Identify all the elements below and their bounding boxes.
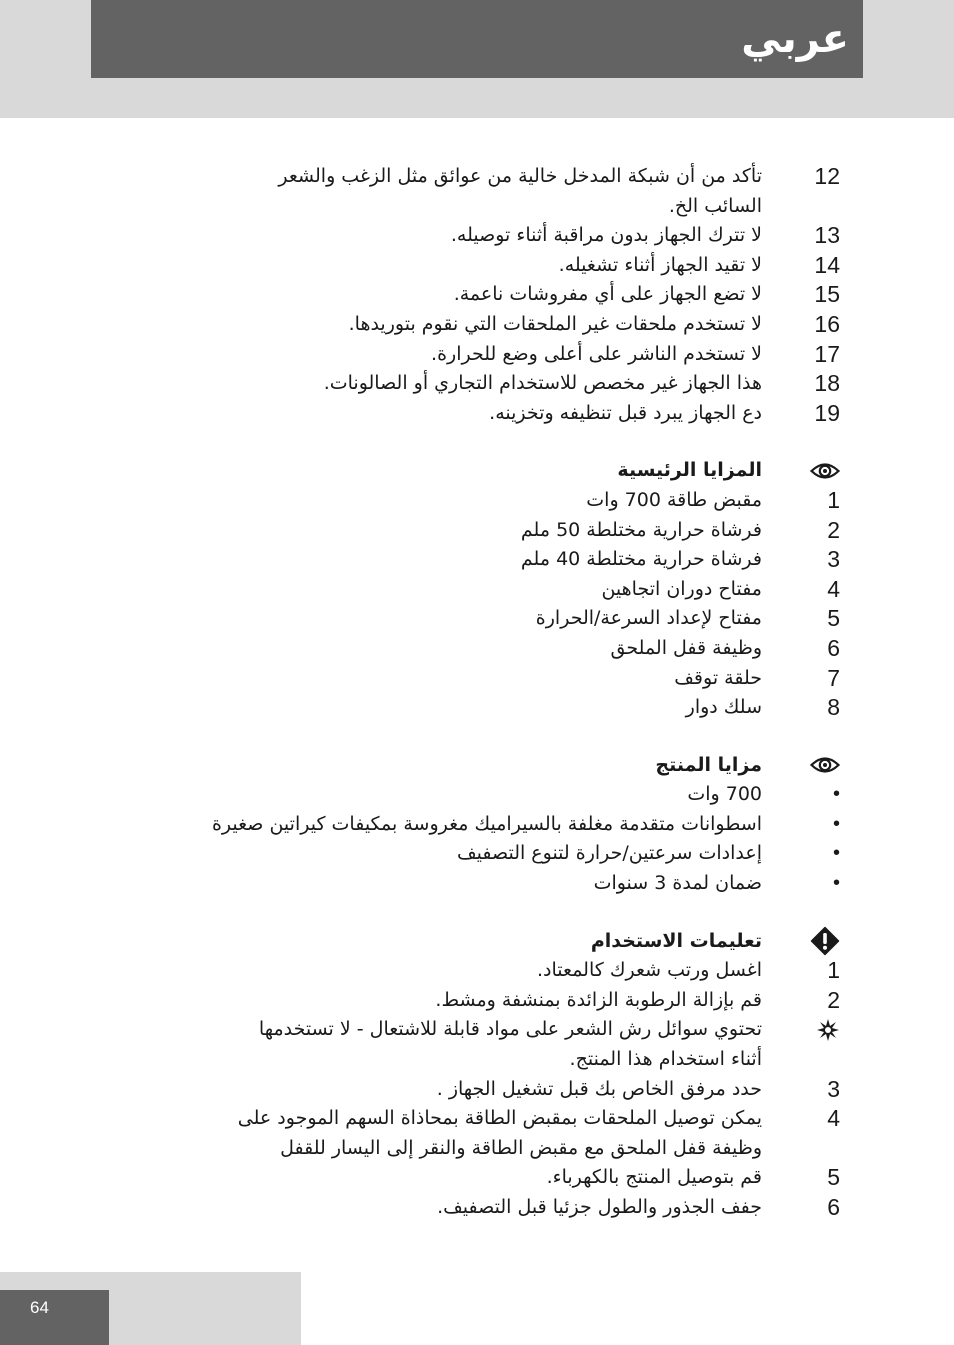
item-text [200, 1075, 768, 1105]
eye-icon [768, 456, 840, 486]
list-item [200, 340, 840, 370]
item-text [200, 1104, 768, 1163]
section-heading-row [200, 456, 840, 486]
section-heading: تعليمات الاستخدام [590, 929, 762, 952]
item-number: 3 [827, 546, 840, 573]
item-number: 12 [814, 163, 840, 189]
list-item [200, 1104, 840, 1163]
item-text: حلقة توقف [674, 666, 762, 689]
item-number: 6 [827, 634, 840, 661]
item-text: ضمان لمدة 3 سنوات [593, 872, 762, 895]
item-line: قم بتوصيل المنتج بالكهرباء. [546, 1166, 762, 1189]
list-item [200, 1075, 840, 1105]
item-number: 1 [827, 957, 840, 984]
list-item [200, 693, 840, 723]
item-text: اسطوانات متقدمة مغلفة بالسيراميك مغروسة بمكيفات كيراتين صغيرة [211, 812, 762, 835]
list-item [200, 780, 840, 810]
list-item [200, 516, 840, 546]
language-title: عربي [741, 16, 849, 62]
item-number: 7 [827, 664, 840, 691]
product-features-section [200, 751, 840, 899]
item-number: 18 [814, 370, 840, 397]
list-item [200, 1015, 840, 1074]
item-text: لا تستخدم ملحقات غير الملحقات التي نقوم بتوريدها. [348, 312, 762, 335]
item-text: هذا الجهاز غير مخصص للاستخدام التجاري أو الصالونات. [323, 372, 762, 395]
list-item [200, 162, 840, 221]
section-heading: مزايا المنتج [655, 753, 762, 776]
list-item [200, 545, 840, 575]
key-features-section [200, 456, 840, 722]
list-item [200, 839, 840, 869]
item-text: مفتاح لإعداد السرعة/الحرارة [535, 607, 762, 630]
item-text: فرشاة حرارية مختلطة 40 ملم [520, 548, 762, 571]
list-item [200, 575, 840, 605]
section-heading-row [200, 927, 840, 957]
item-text: دع الجهاز يبرد قبل تنظيفه وتخزينه. [489, 401, 762, 424]
bullet: • [832, 812, 840, 835]
list-item [200, 1193, 840, 1223]
instructions-section [200, 927, 840, 1223]
item-text: وظيفة قفل الملحق [610, 636, 762, 659]
section-heading-row [200, 751, 840, 781]
list-item [200, 986, 840, 1016]
language-header [91, 0, 863, 78]
item-line: وظيفة قفل الملحق مع مقبض الطاقة والنقر إلى اليسار للقفل [280, 1136, 762, 1159]
item-text: 700 وات [687, 783, 762, 806]
bullet: • [832, 872, 840, 895]
list-item [200, 664, 840, 694]
item-number: 14 [814, 251, 840, 278]
warnings-list [200, 162, 840, 428]
item-text: لا تقيد الجهاز أثناء تشغيله. [558, 253, 762, 276]
eye-icon [768, 751, 840, 781]
item-text: مفتاح دوران اتجاهين [601, 577, 762, 600]
item-number: 8 [827, 694, 840, 721]
item-text: لا تضع الجهاز على أي مفروشات ناعمة. [453, 283, 762, 306]
item-text [200, 956, 768, 986]
item-number: 13 [814, 222, 840, 249]
item-number: 3 [827, 1075, 840, 1102]
item-number: 4 [827, 575, 840, 602]
item-number: 17 [814, 340, 840, 367]
bullet: • [832, 842, 840, 865]
list-item [200, 251, 840, 281]
section-heading: المزايا الرئيسية [617, 459, 762, 482]
warning-diamond-icon [768, 927, 840, 957]
content [200, 162, 840, 1223]
item-text: سلك دوار [685, 696, 762, 719]
list-item [200, 310, 840, 340]
item-line: أثناء استخدام هذا المنتج. [569, 1048, 762, 1071]
item-text: لا تترك الجهاز بدون مراقبة أثناء توصيله. [450, 224, 762, 247]
item-text: لا تستخدم الناشر على أعلى وضع للحرارة. [431, 342, 762, 365]
item-line: تحتوي سوائل رش الشعر على مواد قابلة للاشتعال - لا تستخدمها [258, 1018, 762, 1041]
list-item [200, 486, 840, 516]
list-item [200, 956, 840, 986]
list-item [200, 399, 840, 429]
item-text [200, 1015, 768, 1074]
item-line: يمكن توصيل الملحقات بمقبض الطاقة بمحاذاة السهم الموجود على [237, 1107, 762, 1130]
item-text: فرشاة حرارية مختلطة 50 ملم [520, 518, 762, 541]
list-item [200, 869, 840, 899]
flammable-burst-icon [768, 1015, 840, 1045]
item-number: 2 [827, 986, 840, 1013]
item-number: 6 [827, 1194, 840, 1220]
list-item [200, 810, 840, 840]
list-item [200, 280, 840, 310]
item-line: اغسل ورتب شعرك كالمعتاد. [537, 959, 762, 982]
page-number-box [0, 1290, 109, 1345]
item-line: السائب الخ. [668, 194, 762, 217]
item-text [200, 986, 768, 1016]
page-number: 64 [30, 1298, 49, 1317]
item-number: 4 [827, 1105, 840, 1132]
item-line: حدد مرفق الخاص بك قبل تشغيل الجهاز . [436, 1077, 762, 1100]
item-text [200, 162, 768, 221]
bullet: • [832, 783, 840, 806]
list-item [200, 1163, 840, 1193]
item-number: 2 [827, 516, 840, 543]
item-number: 5 [827, 1164, 840, 1191]
item-number: 15 [814, 281, 840, 308]
item-text: إعدادات سرعتين/حرارة لتنوع التصفيف [456, 842, 762, 865]
list-item [200, 634, 840, 664]
item-line: جفف الجذور والطول جزئيا قبل التصفيف. [437, 1196, 762, 1218]
item-text: مقبض طاقة 700 وات [586, 488, 762, 511]
list-item [200, 369, 840, 399]
item-number: 1 [827, 486, 840, 513]
list-item [200, 604, 840, 634]
item-text [200, 1193, 768, 1223]
item-line: قم بإزالة الرطوبة الزائدة بمنشفة ومشط. [435, 988, 762, 1011]
list-item [200, 221, 840, 251]
item-number: 5 [827, 605, 840, 632]
item-text [200, 1163, 768, 1193]
item-number: 19 [814, 399, 840, 426]
item-number: 16 [814, 310, 840, 337]
item-line: تأكد من أن شبكة المدخل خالية من عوائق مثل الزغب والشعر [278, 165, 762, 187]
